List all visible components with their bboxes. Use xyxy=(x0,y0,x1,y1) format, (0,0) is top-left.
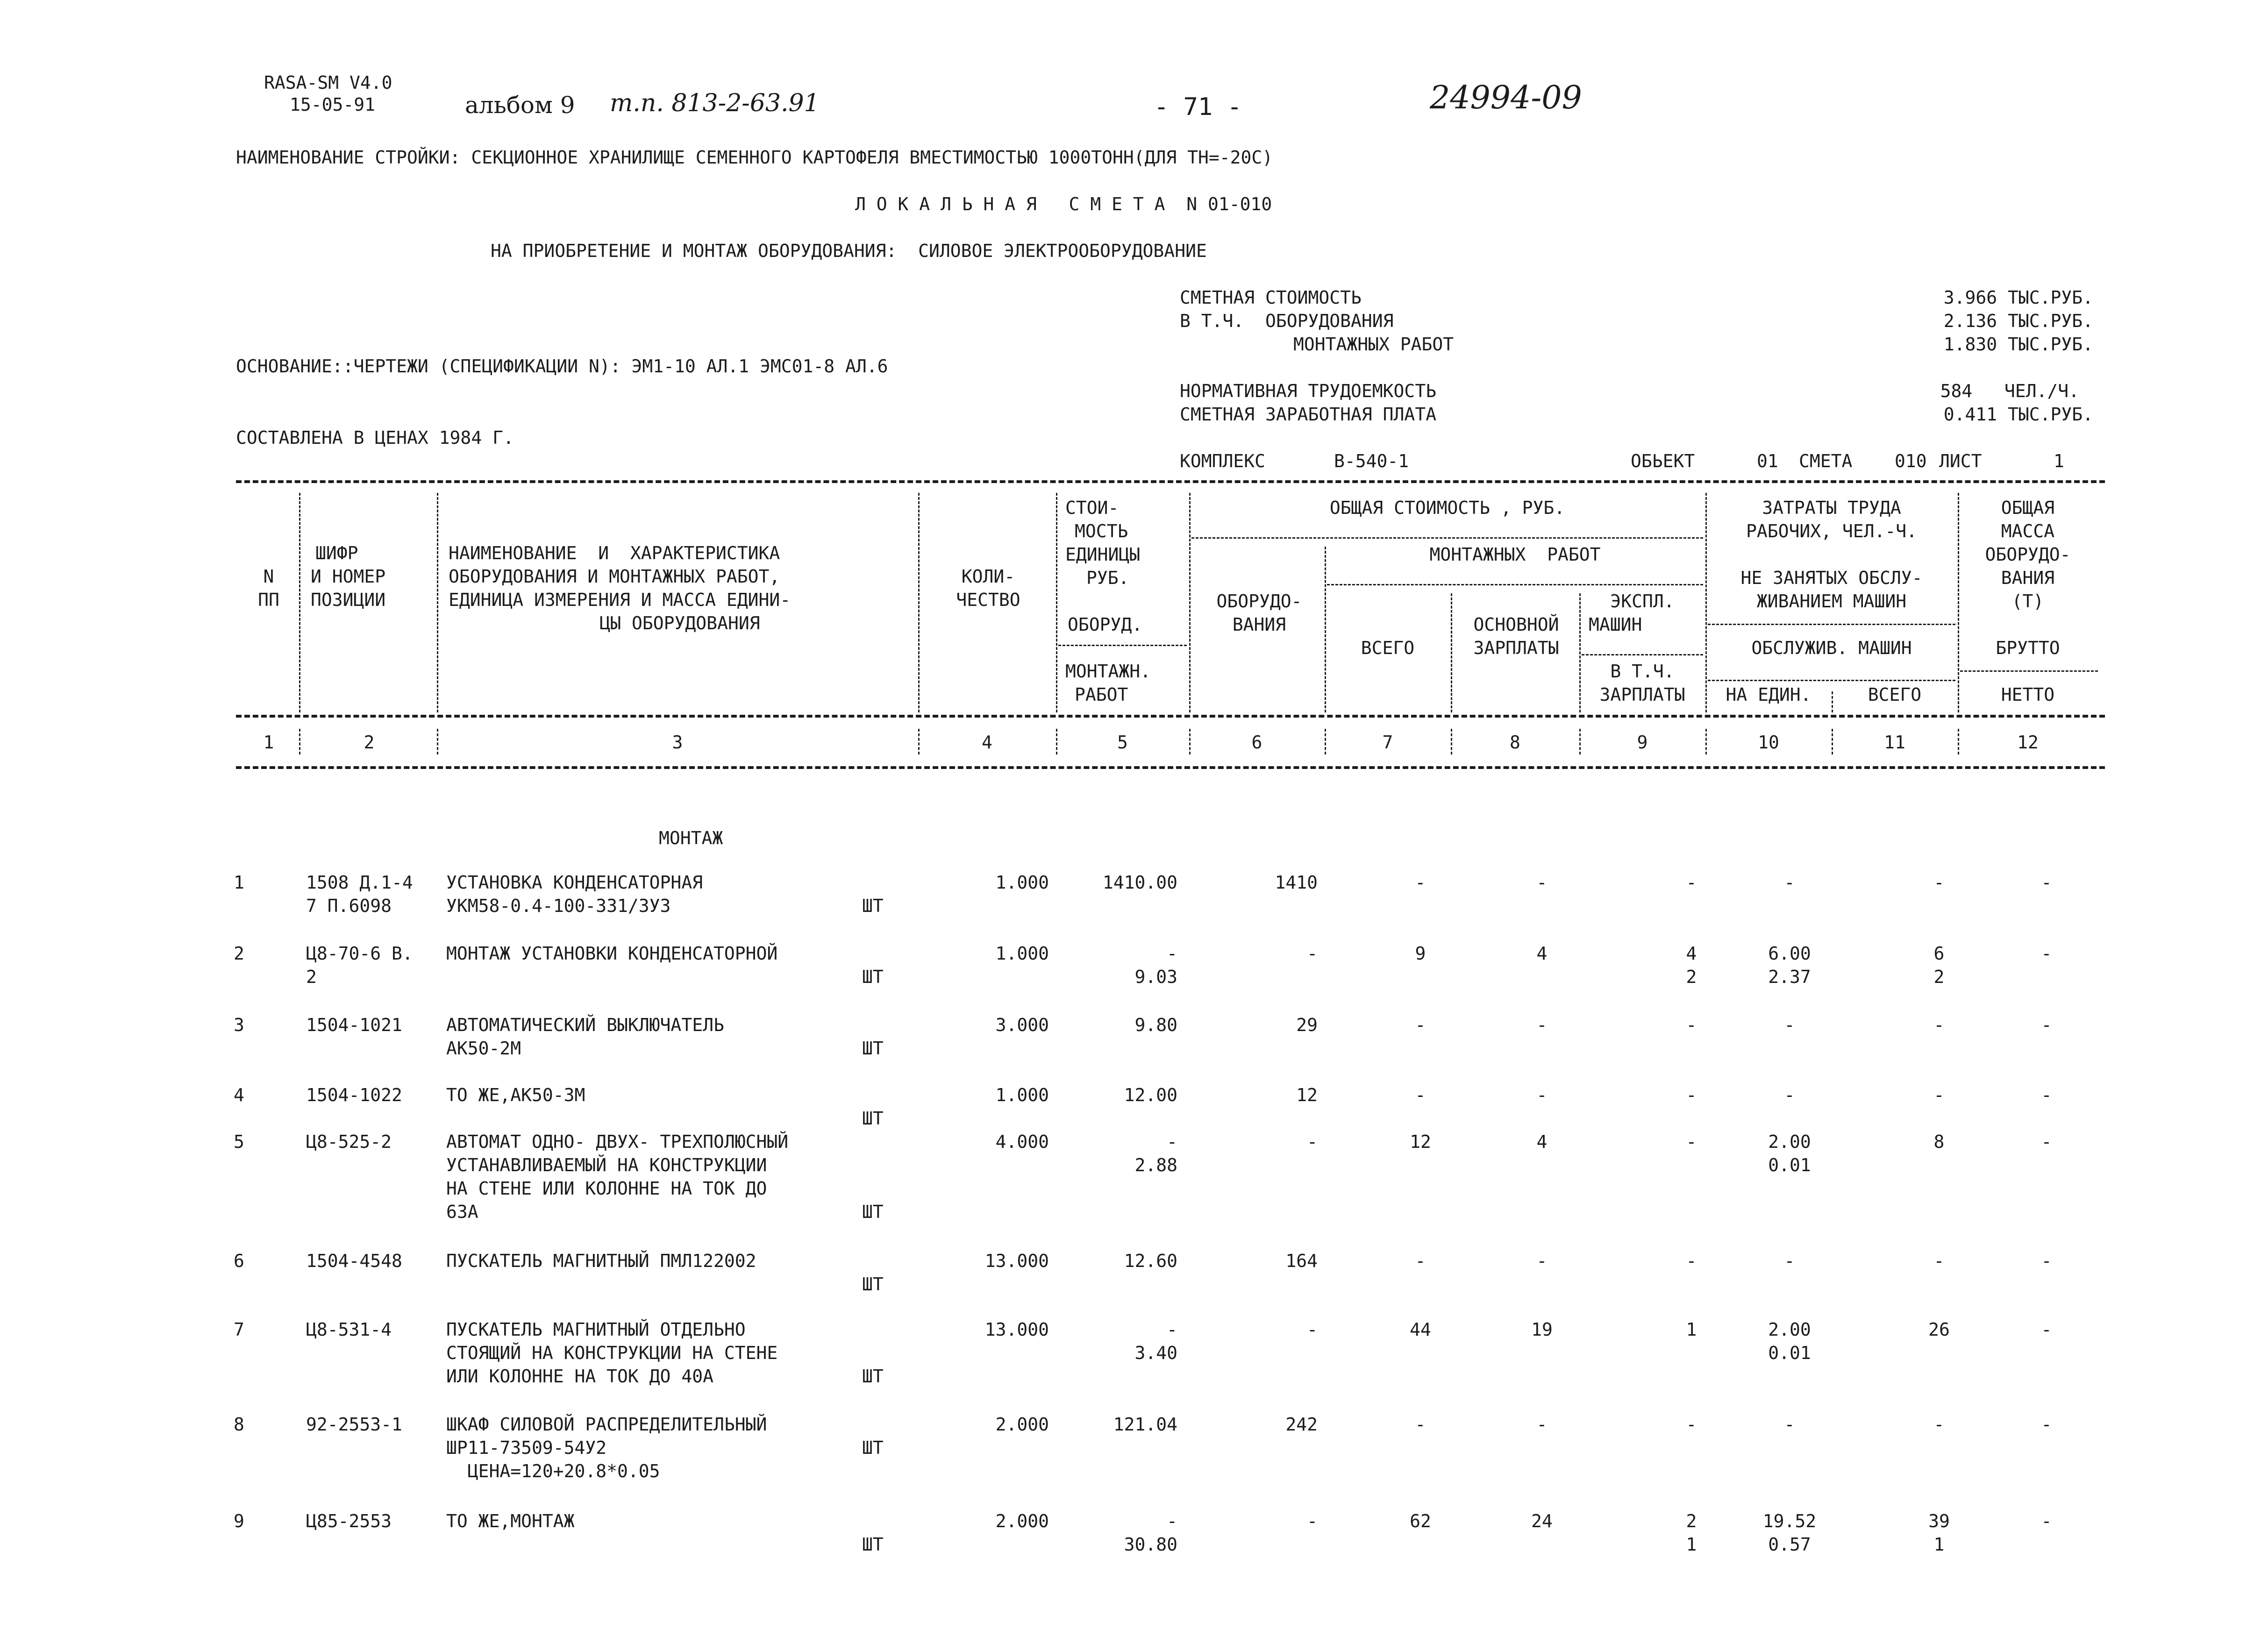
row-code: Ц8-525-2 xyxy=(306,1132,392,1152)
row-installation-total: - xyxy=(1415,872,1426,893)
col8-header-line: ЗАРПЛАТЫ xyxy=(1473,638,1559,658)
group-rule xyxy=(1582,654,1703,655)
row-machine-cost: - xyxy=(1686,1132,1697,1152)
row-unit: ШТ xyxy=(862,1274,884,1295)
row-code: 1504-4548 xyxy=(306,1251,402,1271)
row-unit-price: - xyxy=(1167,1319,1177,1340)
group-rule xyxy=(1327,584,1703,585)
row-number: 7 xyxy=(234,1319,244,1340)
row-machine-cost: - xyxy=(1686,1414,1697,1435)
row-labor-total: 39 xyxy=(1928,1511,1950,1531)
col12-gross: БРУТТО xyxy=(1996,638,2060,658)
column-separator xyxy=(1705,729,1707,754)
row-name: АК50-2М xyxy=(446,1038,521,1059)
row-labor-per-unit: - xyxy=(1784,872,1795,893)
row-name: ШКАФ СИЛОВОЙ РАСПРЕДЕЛИТЕЛЬНЫЙ xyxy=(446,1414,767,1435)
labor-label: НОРМАТИВНАЯ ТРУДОЕМКОСТЬ xyxy=(1180,381,1437,401)
cost-label: СМЕТНАЯ СТОИМОСТЬ xyxy=(1180,287,1362,308)
wage-label: СМЕТНАЯ ЗАРАБОТНАЯ ПЛАТА xyxy=(1180,404,1437,425)
row-code: 1508 Д.1-4 xyxy=(306,872,413,893)
row-equipment-cost: - xyxy=(1307,1511,1318,1531)
col12-header-line: МАССА xyxy=(2001,521,2055,541)
estimate-subject: НА ПРИОБРЕТЕНИЕ И МОНТАЖ ОБОРУДОВАНИЯ: СИЛОВОЕ ЭЛЕКТРООБОРУДОВАНИЕ xyxy=(491,241,1207,261)
row-unit-price: 121.04 xyxy=(1113,1414,1177,1435)
row-equipment-cost: - xyxy=(1307,1319,1318,1340)
row-unit: ШТ xyxy=(862,896,884,916)
row-mass: - xyxy=(2041,872,2052,893)
col6-header-line: ОБОРУДО- xyxy=(1216,591,1302,612)
col5-mount-line: РАБОТ xyxy=(1075,684,1128,705)
row-mass: - xyxy=(2041,1251,2052,1271)
col9-sub-line: ЗАРПЛАТЫ xyxy=(1599,684,1685,705)
labor-group-line: РАБОЧИХ, ЧЕЛ.-Ч. xyxy=(1746,521,1918,541)
labor-value: 584 ЧЕЛ./Ч. xyxy=(1940,381,2079,401)
col5-header-line: РУБ. xyxy=(1086,568,1129,588)
row-quantity: 1.000 xyxy=(995,943,1049,964)
col3-header-line: ОБОРУДОВАНИЯ И МОНТАЖНЫХ РАБОТ, xyxy=(449,566,780,587)
row-machine-cost: 4 xyxy=(1686,943,1697,964)
row-name: ЦЕНА=120+20.8*0.05 xyxy=(446,1461,660,1481)
row-labor-per-unit: - xyxy=(1784,1015,1795,1035)
row-labor-per-unit: 0.01 xyxy=(1768,1343,1811,1363)
equipment-label: В Т.Ч. ОБОРУДОВАНИЯ xyxy=(1180,311,1394,331)
row-quantity: 13.000 xyxy=(984,1251,1049,1271)
row-labor-total: - xyxy=(1933,1085,1945,1105)
column-separator xyxy=(1325,729,1326,754)
column-number: 5 xyxy=(1117,732,1128,753)
col4-header-line: КОЛИ- xyxy=(961,566,1015,587)
row-equipment-cost: - xyxy=(1307,1132,1318,1152)
col5-mount-line: МОНТАЖН. xyxy=(1065,661,1151,682)
row-labor-per-unit: 0.01 xyxy=(1768,1155,1811,1175)
row-name: 63А xyxy=(446,1202,478,1222)
col1-header-line: ПП xyxy=(258,590,279,610)
col12-net: НЕТТО xyxy=(2001,684,2055,705)
col5-header-line: СТОИ- xyxy=(1065,498,1119,518)
column-separator xyxy=(299,493,300,712)
row-unit-price: 30.80 xyxy=(1124,1534,1177,1555)
cost-value: 3.966 ТЫС.РУБ. xyxy=(1943,287,2093,308)
row-unit: ШТ xyxy=(862,967,884,987)
row-name: МОНТАЖ УСТАНОВКИ КОНДЕНСАТОРНОЙ xyxy=(446,943,778,964)
col1-header-line: N xyxy=(263,566,274,587)
page-number: - 71 - xyxy=(1154,93,1242,121)
row-unit-price: 2.88 xyxy=(1134,1155,1177,1175)
col12-header-line: (Т) xyxy=(2011,591,2044,612)
row-quantity: 3.000 xyxy=(995,1015,1049,1035)
row-name: ИЛИ КОЛОННЕ НА ТОК ДО 40А xyxy=(446,1366,713,1387)
row-labor-per-unit: 0.57 xyxy=(1768,1534,1811,1555)
row-name: ШР11-73509-54У2 xyxy=(446,1438,607,1458)
col3-header-line: ЦЫ ОБОРУДОВАНИЯ xyxy=(599,613,760,633)
row-labor-per-unit: 2.00 xyxy=(1768,1132,1811,1152)
column-separator xyxy=(437,493,438,712)
wage-value: 0.411 ТЫС.РУБ. xyxy=(1943,404,2093,425)
col3-header-line: НАИМЕНОВАНИЕ И ХАРАКТЕРИСТИКА xyxy=(449,543,780,563)
row-base-wage: - xyxy=(1536,872,1548,893)
row-installation-total: 62 xyxy=(1410,1511,1431,1531)
row-installation-total: - xyxy=(1415,1015,1426,1035)
labor-sub2: ОБСЛУЖИВ. МАШИН xyxy=(1751,638,1912,658)
row-quantity: 1.000 xyxy=(995,872,1049,893)
row-unit-price: 9.80 xyxy=(1134,1015,1177,1035)
album-label: альбом 9 xyxy=(465,92,575,119)
row-machine-cost: - xyxy=(1686,1085,1697,1105)
row-machine-cost: 2 xyxy=(1686,967,1697,987)
column-separator xyxy=(1579,593,1581,712)
col2-header-line: И НОМЕР xyxy=(311,566,386,587)
row-machine-cost: - xyxy=(1686,872,1697,893)
row-installation-total: 44 xyxy=(1410,1319,1431,1340)
row-base-wage: - xyxy=(1536,1414,1548,1435)
row-code: 1504-1021 xyxy=(306,1015,402,1035)
sheet-code: 24994-09 xyxy=(1430,79,1582,116)
group-rule xyxy=(1191,537,1703,539)
row-number: 1 xyxy=(234,872,244,893)
row-labor-total: 2 xyxy=(1933,967,1945,987)
row-labor-per-unit: 2.00 xyxy=(1768,1319,1811,1340)
project-code: т.п. 813-2-63.91 xyxy=(610,89,820,117)
col2-header-line: ПОЗИЦИИ xyxy=(311,590,386,610)
column-number: 12 xyxy=(2017,732,2039,753)
row-labor-total: 6 xyxy=(1933,943,1945,964)
row-labor-total: - xyxy=(1933,1015,1945,1035)
group-rule xyxy=(1708,624,1955,625)
group-rule xyxy=(1960,670,2098,672)
row-unit-price: 9.03 xyxy=(1134,967,1177,987)
row-name: ПУСКАТЕЛЬ МАГНИТНЫЙ ОТДЕЛЬНО xyxy=(446,1319,746,1340)
row-equipment-cost: 12 xyxy=(1296,1085,1318,1105)
row-labor-total: - xyxy=(1933,1414,1945,1435)
column-number: 6 xyxy=(1251,732,1262,753)
installation-label: МОНТАЖНЫХ РАБОТ xyxy=(1293,334,1454,355)
column-separator xyxy=(1832,729,1833,754)
row-machine-cost: - xyxy=(1686,1251,1697,1271)
column-number: 11 xyxy=(1884,732,1905,753)
group-rule xyxy=(1708,680,1955,681)
col12-header-line: ОБОРУДО- xyxy=(1985,544,2071,565)
column-number: 8 xyxy=(1510,732,1520,753)
column-separator xyxy=(918,729,920,754)
installation-group-header: МОНТАЖНЫХ РАБОТ xyxy=(1429,544,1601,565)
row-name: ТО ЖЕ,АК50-3М xyxy=(446,1085,585,1105)
row-unit: ШТ xyxy=(862,1366,884,1387)
estimate-label: СМЕТА xyxy=(1799,451,1853,471)
row-code: Ц8-531-4 xyxy=(306,1319,392,1340)
column-separator xyxy=(1451,729,1452,754)
column-separator xyxy=(1189,729,1191,754)
col4-header-line: ЧЕСТВО xyxy=(956,590,1020,610)
row-unit: ШТ xyxy=(862,1202,884,1222)
print-date: 15-05-91 xyxy=(290,94,376,115)
complex-label: КОМПЛЕКС xyxy=(1180,451,1266,471)
row-code: Ц8-70-6 В. xyxy=(306,943,413,964)
row-equipment-cost: 29 xyxy=(1296,1015,1318,1035)
col7-header: ВСЕГО xyxy=(1361,638,1415,658)
row-equipment-cost: 164 xyxy=(1285,1251,1318,1271)
complex-value: В-540-1 xyxy=(1334,451,1409,471)
row-mass: - xyxy=(2041,1085,2052,1105)
row-name: УКМ58-0.4-100-331/3У3 xyxy=(446,896,671,916)
row-installation-total: - xyxy=(1415,1251,1426,1271)
col5-header-line: МОСТЬ xyxy=(1075,521,1128,541)
sheet-value: 1 xyxy=(2054,451,2064,471)
object-label: ОБЬЕКТ xyxy=(1631,451,1695,471)
col10-header: НА ЕДИН. xyxy=(1726,684,1812,705)
row-labor-total: - xyxy=(1933,1251,1945,1271)
row-number: 2 xyxy=(234,943,244,964)
row-base-wage: - xyxy=(1536,1085,1548,1105)
column-separator xyxy=(1451,593,1452,712)
row-name: УСТАНОВКА КОНДЕНСАТОРНАЯ xyxy=(446,872,703,893)
basis-text: ОСНОВАНИЕ::ЧЕРТЕЖИ (СПЕЦИФИКАЦИИ N): ЭМ1-10 АЛ.1 ЭМС01-8 АЛ.6 xyxy=(236,356,888,377)
row-base-wage: 24 xyxy=(1531,1511,1553,1531)
row-mass: - xyxy=(2041,1414,2052,1435)
col9-header-line: МАШИН xyxy=(1589,614,1642,635)
table-top-rule xyxy=(236,480,2105,483)
row-labor-per-unit: - xyxy=(1784,1251,1795,1271)
row-unit-price: - xyxy=(1167,1511,1177,1531)
col2-header-line: ШИФР xyxy=(315,543,358,563)
row-quantity: 13.000 xyxy=(984,1319,1049,1340)
row-equipment-cost: - xyxy=(1307,943,1318,964)
row-base-wage: 4 xyxy=(1536,1132,1548,1152)
row-machine-cost: 2 xyxy=(1686,1511,1697,1531)
row-installation-total: - xyxy=(1415,1085,1426,1105)
row-number: 9 xyxy=(234,1511,244,1531)
row-mass: - xyxy=(2041,1015,2052,1035)
column-separator xyxy=(1056,493,1057,712)
estimate-value: 010 xyxy=(1895,451,1927,471)
column-number: 2 xyxy=(364,732,375,753)
row-installation-total: 9 xyxy=(1415,943,1426,964)
col12-header-line: ОБЩАЯ xyxy=(2001,498,2055,518)
row-unit: ШТ xyxy=(862,1438,884,1458)
column-separator xyxy=(1056,729,1057,754)
row-unit: ШТ xyxy=(862,1534,884,1555)
column-separator xyxy=(299,729,300,754)
section-title: МОНТАЖ xyxy=(659,828,723,848)
row-number: 4 xyxy=(234,1085,244,1105)
object-value: 01 xyxy=(1757,451,1778,471)
row-base-wage: 4 xyxy=(1536,943,1548,964)
row-installation-total: 12 xyxy=(1410,1132,1431,1152)
column-number: 9 xyxy=(1637,732,1648,753)
column-number: 1 xyxy=(263,732,274,753)
estimate-title: Л О К А Л Ь Н А Я С М Е Т А N 01-010 xyxy=(855,194,1272,214)
row-labor-total: 8 xyxy=(1933,1132,1945,1152)
col8-header-line: ОСНОВНОЙ xyxy=(1473,614,1559,635)
row-unit-price: 12.00 xyxy=(1124,1085,1177,1105)
column-number: 7 xyxy=(1382,732,1393,753)
row-labor-per-unit: 6.00 xyxy=(1768,943,1811,964)
header-bottom-rule xyxy=(236,715,2105,718)
row-machine-cost: 1 xyxy=(1686,1319,1697,1340)
row-labor-total: 26 xyxy=(1928,1319,1950,1340)
row-labor-per-unit: 2.37 xyxy=(1768,967,1811,987)
row-base-wage: - xyxy=(1536,1251,1548,1271)
row-labor-total: 1 xyxy=(1933,1534,1945,1555)
row-unit-price: 3.40 xyxy=(1134,1343,1177,1363)
column-separator xyxy=(1579,729,1581,754)
row-machine-cost: - xyxy=(1686,1015,1697,1035)
row-number: 8 xyxy=(234,1414,244,1435)
row-name: АВТОМАТ ОДНО- ДВУХ- ТРЕХПОЛЮСНЫЙ xyxy=(446,1132,789,1152)
row-number: 3 xyxy=(234,1015,244,1035)
col3-header-line: ЕДИНИЦА ИЗМЕРЕНИЯ И МАССА ЕДИНИ- xyxy=(449,590,791,610)
row-machine-cost: 1 xyxy=(1686,1534,1697,1555)
column-separator xyxy=(918,493,920,712)
row-mass: - xyxy=(2041,1132,2052,1152)
row-unit: ШТ xyxy=(862,1038,884,1059)
row-labor-per-unit: - xyxy=(1784,1085,1795,1105)
row-base-wage: 19 xyxy=(1531,1319,1553,1340)
row-quantity: 2.000 xyxy=(995,1414,1049,1435)
row-name: ТО ЖЕ,МОНТАЖ xyxy=(446,1511,575,1531)
column-separator xyxy=(1958,493,1959,712)
row-number: 5 xyxy=(234,1132,244,1152)
row-labor-total: - xyxy=(1933,872,1945,893)
column-separator xyxy=(1325,547,1326,712)
row-installation-total: - xyxy=(1415,1414,1426,1435)
col11-header: ВСЕГО xyxy=(1868,684,1922,705)
installation-value: 1.830 ТЫС.РУБ. xyxy=(1943,334,2093,355)
row-code: 92-2553-1 xyxy=(306,1414,402,1435)
row-labor-per-unit: 19.52 xyxy=(1762,1511,1817,1531)
labor-sub1-line: ЖИВАНИЕМ МАШИН xyxy=(1756,591,1907,612)
column-number: 10 xyxy=(1758,732,1779,753)
row-mass: - xyxy=(2041,1319,2052,1340)
row-name: СТОЯЩИЙ НА КОНСТРУКЦИИ НА СТЕНЕ xyxy=(446,1343,778,1363)
col6-header-line: ВАНИЯ xyxy=(1232,614,1286,635)
column-number: 4 xyxy=(982,732,992,753)
row-equipment-cost: 242 xyxy=(1285,1414,1318,1435)
sheet-label: ЛИСТ xyxy=(1939,451,1982,471)
group-rule xyxy=(1058,645,1187,646)
column-separator xyxy=(1958,729,1959,754)
col5-equipment: ОБОРУД. xyxy=(1068,614,1143,635)
program-version: RASA-SM V4.0 xyxy=(264,72,392,93)
row-mass: - xyxy=(2041,943,2052,964)
row-unit-price: - xyxy=(1167,1132,1177,1152)
equipment-value: 2.136 ТЫС.РУБ. xyxy=(1943,311,2093,331)
column-separator xyxy=(437,729,438,754)
row-unit: ШТ xyxy=(862,1108,884,1129)
labor-group-line: ЗАТРАТЫ ТРУДА xyxy=(1762,498,1901,518)
row-quantity: 1.000 xyxy=(995,1085,1049,1105)
prices-year: СОСТАВЛЕНА В ЦЕНАХ 1984 Г. xyxy=(236,427,514,448)
col5-header-line: ЕДИНИЦЫ xyxy=(1065,544,1141,565)
row-code: 1504-1022 xyxy=(306,1085,402,1105)
numbers-bottom-rule xyxy=(236,766,2105,769)
row-name: НА СТЕНЕ ИЛИ КОЛОННЕ НА ТОК ДО xyxy=(446,1178,767,1199)
row-code: 7 П.6098 xyxy=(306,896,392,916)
column-separator xyxy=(1705,493,1707,712)
row-unit-price: 1410.00 xyxy=(1102,872,1177,893)
column-separator xyxy=(1189,493,1191,712)
row-equipment-cost: 1410 xyxy=(1275,872,1318,893)
row-name: АВТОМАТИЧЕСКИЙ ВЫКЛЮЧАТЕЛЬ xyxy=(446,1015,724,1035)
row-quantity: 2.000 xyxy=(995,1511,1049,1531)
construction-title: НАИМЕНОВАНИЕ СТРОЙКИ: СЕКЦИОННОЕ ХРАНИЛИЩЕ СЕМЕННОГО КАРТОФЕЛЯ ВМЕСТИМОСТЬЮ 1000ТОНН(ДЛЯ ТН=-20С) xyxy=(236,147,1273,168)
col12-header-line: ВАНИЯ xyxy=(2001,568,2055,588)
row-unit-price: - xyxy=(1167,943,1177,964)
row-base-wage: - xyxy=(1536,1015,1548,1035)
total-cost-header: ОБЩАЯ СТОИМОСТЬ , РУБ. xyxy=(1329,498,1565,518)
row-labor-per-unit: - xyxy=(1784,1414,1795,1435)
row-name: УСТАНАВЛИВАЕМЫЙ НА КОНСТРУКЦИИ xyxy=(446,1155,767,1175)
column-separator xyxy=(1832,691,1833,712)
col9-header-line: ЭКСПЛ. xyxy=(1610,591,1675,612)
col9-sub-line: В Т.Ч. xyxy=(1610,661,1675,682)
row-number: 6 xyxy=(234,1251,244,1271)
row-mass: - xyxy=(2041,1511,2052,1531)
row-unit-price: 12.60 xyxy=(1124,1251,1177,1271)
row-code: Ц85-2553 xyxy=(306,1511,392,1531)
labor-sub1-line: НЕ ЗАНЯТЫХ ОБСЛУ- xyxy=(1740,568,1923,588)
row-name: ПУСКАТЕЛЬ МАГНИТНЫЙ ПМЛ122002 xyxy=(446,1251,756,1271)
row-quantity: 4.000 xyxy=(995,1132,1049,1152)
row-code: 2 xyxy=(306,967,317,987)
column-number: 3 xyxy=(672,732,683,753)
